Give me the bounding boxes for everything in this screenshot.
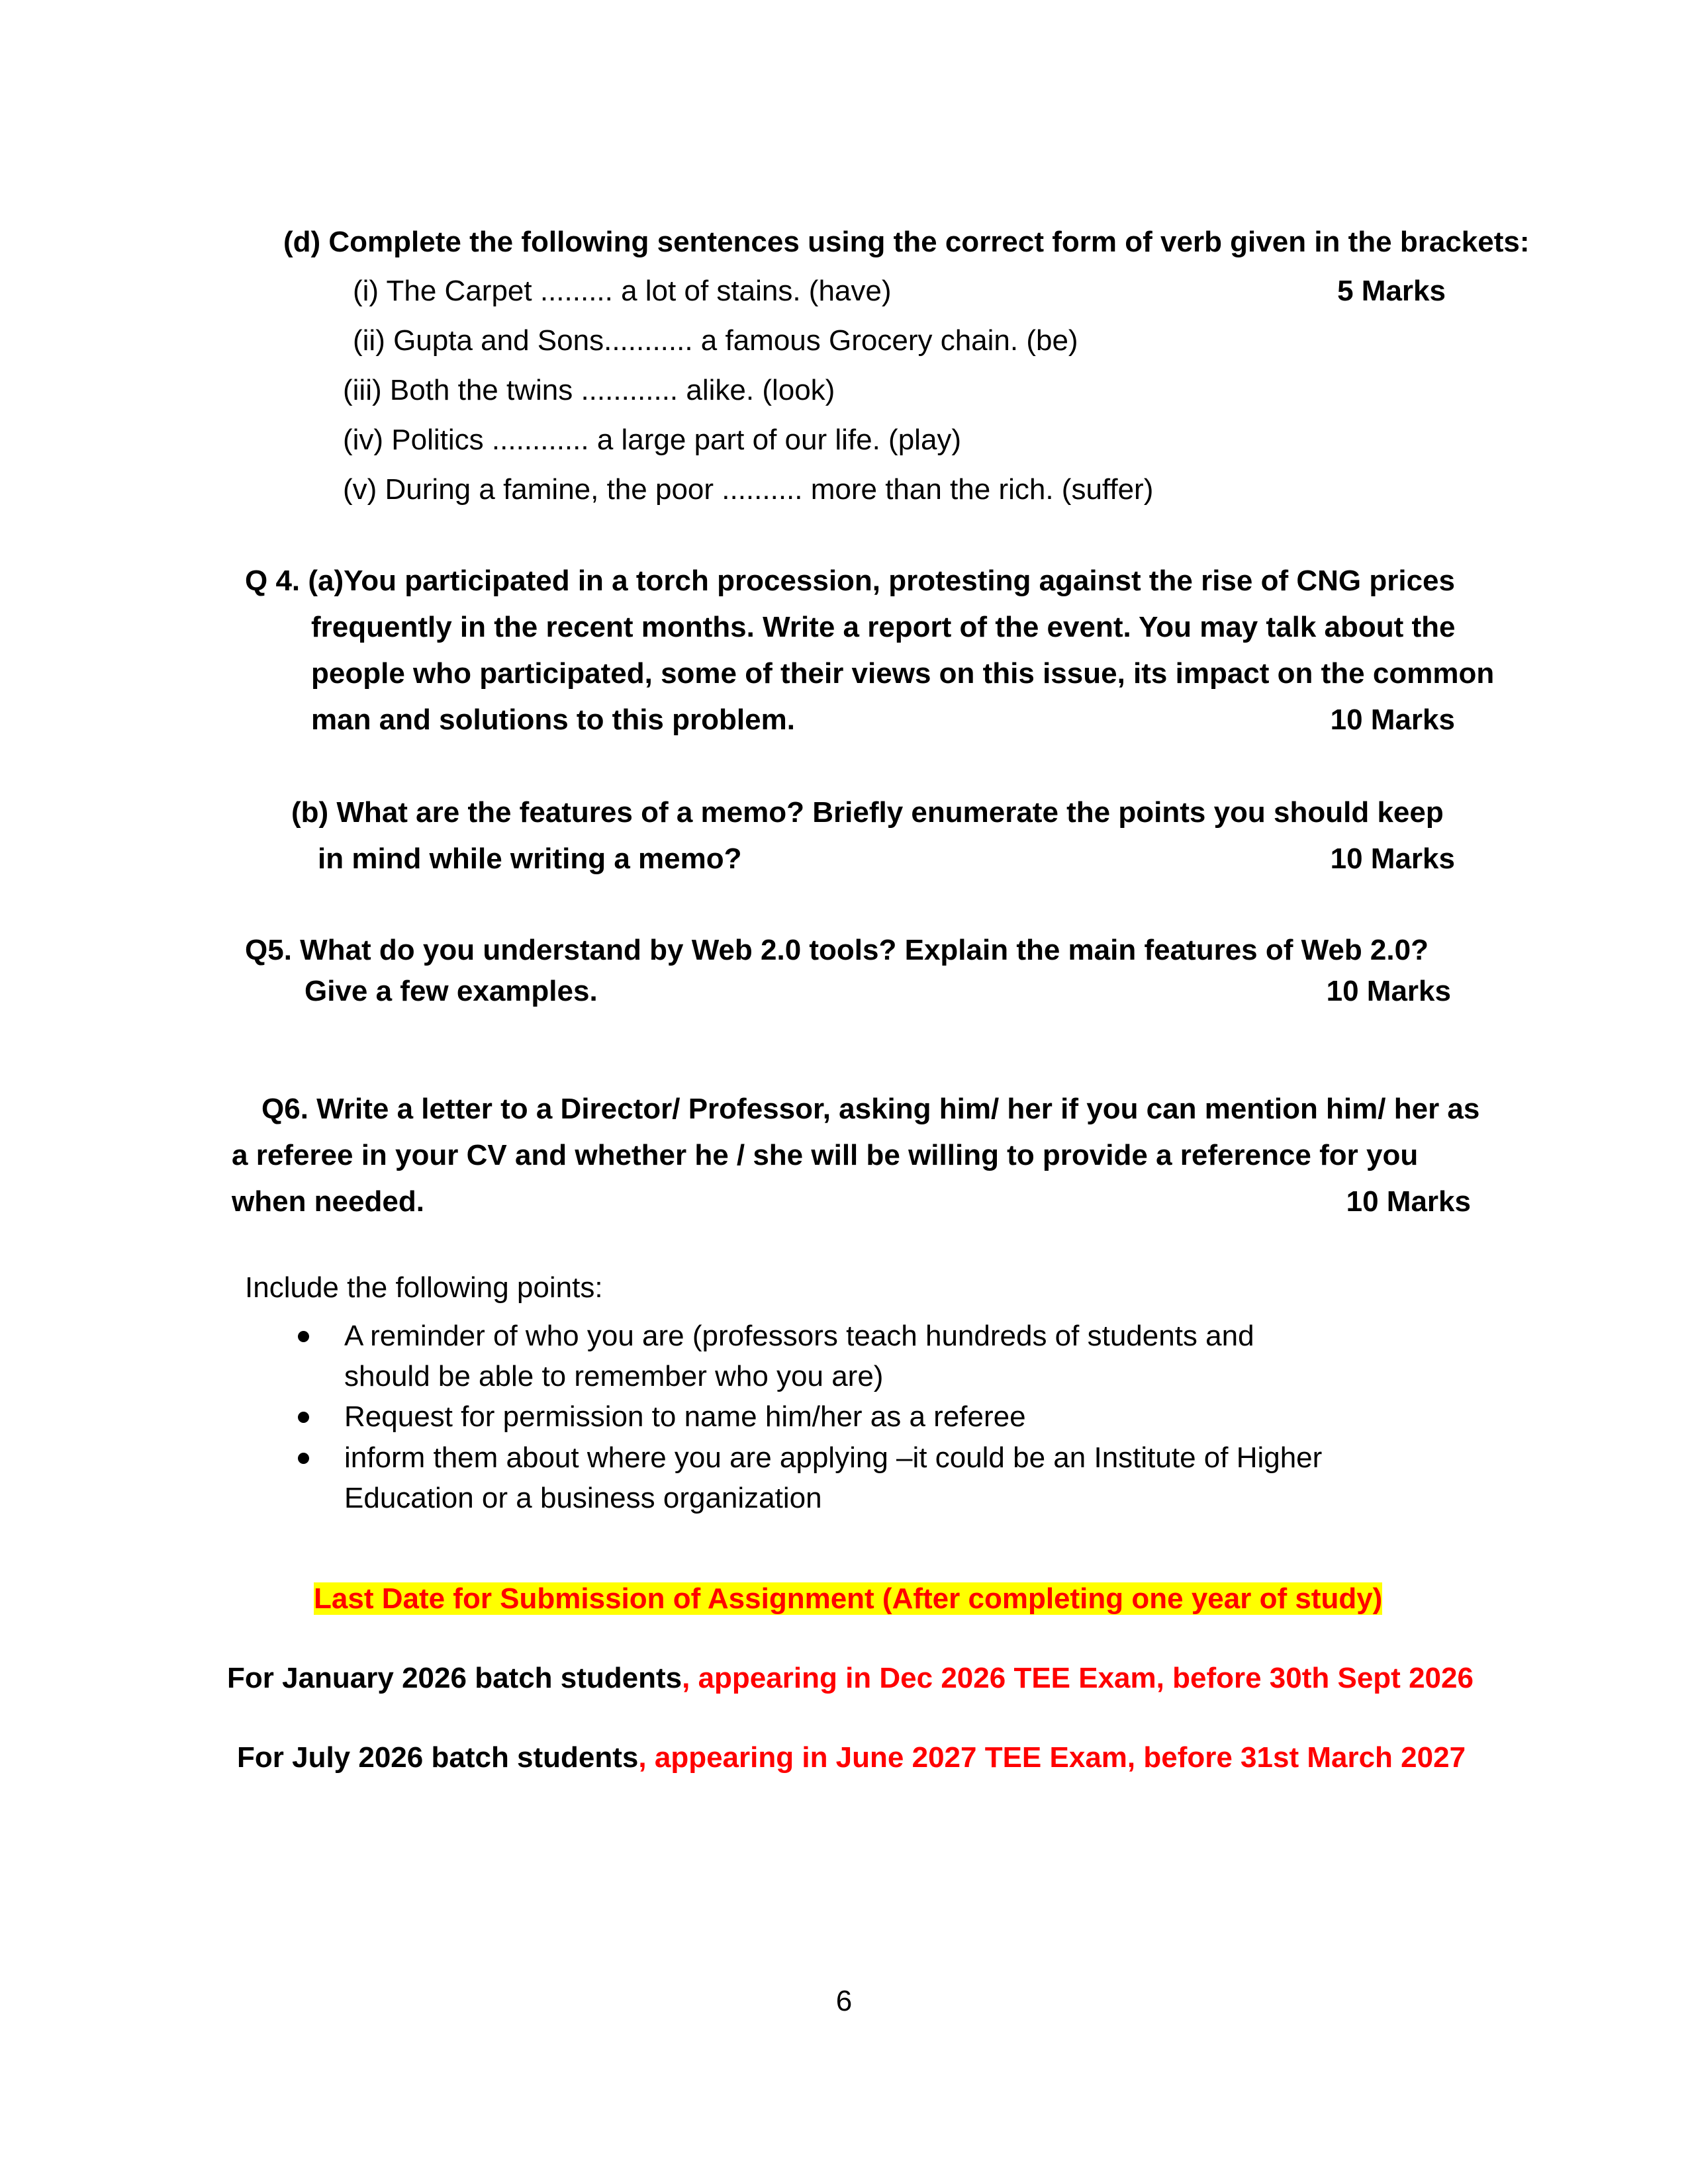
bullet-icon: [298, 1331, 309, 1342]
q6-point-1-line-1: A reminder of who you are (professors teach hundreds of students and: [344, 1320, 1254, 1352]
q3d-item-2: (ii) Gupta and Sons........... a famous Grocery chain. (be): [353, 324, 1078, 357]
q4a-line-4: man and solutions to this problem.: [311, 704, 795, 736]
q5-marks: 10 Marks: [1326, 975, 1451, 1007]
q3d-heading: (d) Complete the following sentences using the correct form of verb given in the brackets:: [283, 226, 1530, 258]
q3d-item-1: (i) The Carpet ......... a lot of stains. (have): [353, 275, 892, 307]
q4a-line-1: Q 4. (a)You participated in a torch procession, protesting against the rise of CNG prices: [245, 565, 1455, 597]
page-number: 6: [835, 1985, 853, 2017]
q6-include-label: Include the following points:: [245, 1271, 603, 1304]
q3d-item-4: (iv) Politics ............ a large part of our life. (play): [343, 424, 962, 456]
q4a-line-3: people who participated, some of their views on this issue, its impact on the common: [311, 657, 1495, 690]
q5-line-1: Q5. What do you understand by Web 2.0 tools? Explain the main features of Web 2.0?: [245, 934, 1429, 966]
submission-heading-text: Last Date for Submission of Assignment (After completing one year of study): [314, 1582, 1383, 1615]
submission-january: [227, 1660, 1474, 1697]
q6-marks: 10 Marks: [1346, 1185, 1471, 1218]
q6-line-2: a referee in your CV and whether he / she will be willing to provide a reference for you: [232, 1139, 1419, 1171]
bullet-icon: [298, 1412, 309, 1423]
q3d-item-3: (iii) Both the twins ............ alike. (look): [343, 374, 835, 406]
q4b-marks: 10 Marks: [1330, 842, 1455, 875]
submission-heading: [314, 1580, 1382, 1617]
q4b-line-2: in mind while writing a memo?: [318, 842, 742, 875]
q6-point-1-line-2: should be able to remember who you are): [344, 1360, 884, 1392]
q6-point-3-line-2: Education or a business organization: [344, 1482, 822, 1514]
q4a-line-2: frequently in the recent months. Write a report of the event. You may talk about the: [311, 611, 1456, 643]
q4a-marks: 10 Marks: [1330, 704, 1455, 736]
q6-point-2-line-1: Request for permission to name him/her as a referee: [344, 1400, 1026, 1433]
submission-july-deadline: , appearing in June 2027 TEE Exam, before 31st March 2027: [638, 1741, 1466, 1774]
q3d-item-5: (v) During a famine, the poor .......... more than the rich. (suffer): [343, 473, 1154, 506]
bullet-icon: [298, 1453, 309, 1464]
q6-line-1: Q6. Write a letter to a Director/ Professor, asking him/ her if you can mention him/ her as: [261, 1093, 1480, 1125]
submission-july: [237, 1739, 1466, 1776]
submission-january-deadline: , appearing in Dec 2026 TEE Exam, before 30th Sept 2026: [682, 1662, 1474, 1694]
q3d-marks: 5 Marks: [1337, 275, 1446, 307]
submission-july-batch: For July 2026 batch students: [237, 1741, 639, 1774]
q4b-line-1: (b) What are the features of a memo? Briefly enumerate the points you should keep: [291, 796, 1444, 829]
q6-point-3-line-1: inform them about where you are applying –it could be an Institute of Higher: [344, 1441, 1323, 1474]
q5-line-2: Give a few examples.: [305, 975, 598, 1007]
q6-line-3: when needed.: [232, 1185, 424, 1218]
submission-january-batch: For January 2026 batch students: [227, 1662, 682, 1694]
